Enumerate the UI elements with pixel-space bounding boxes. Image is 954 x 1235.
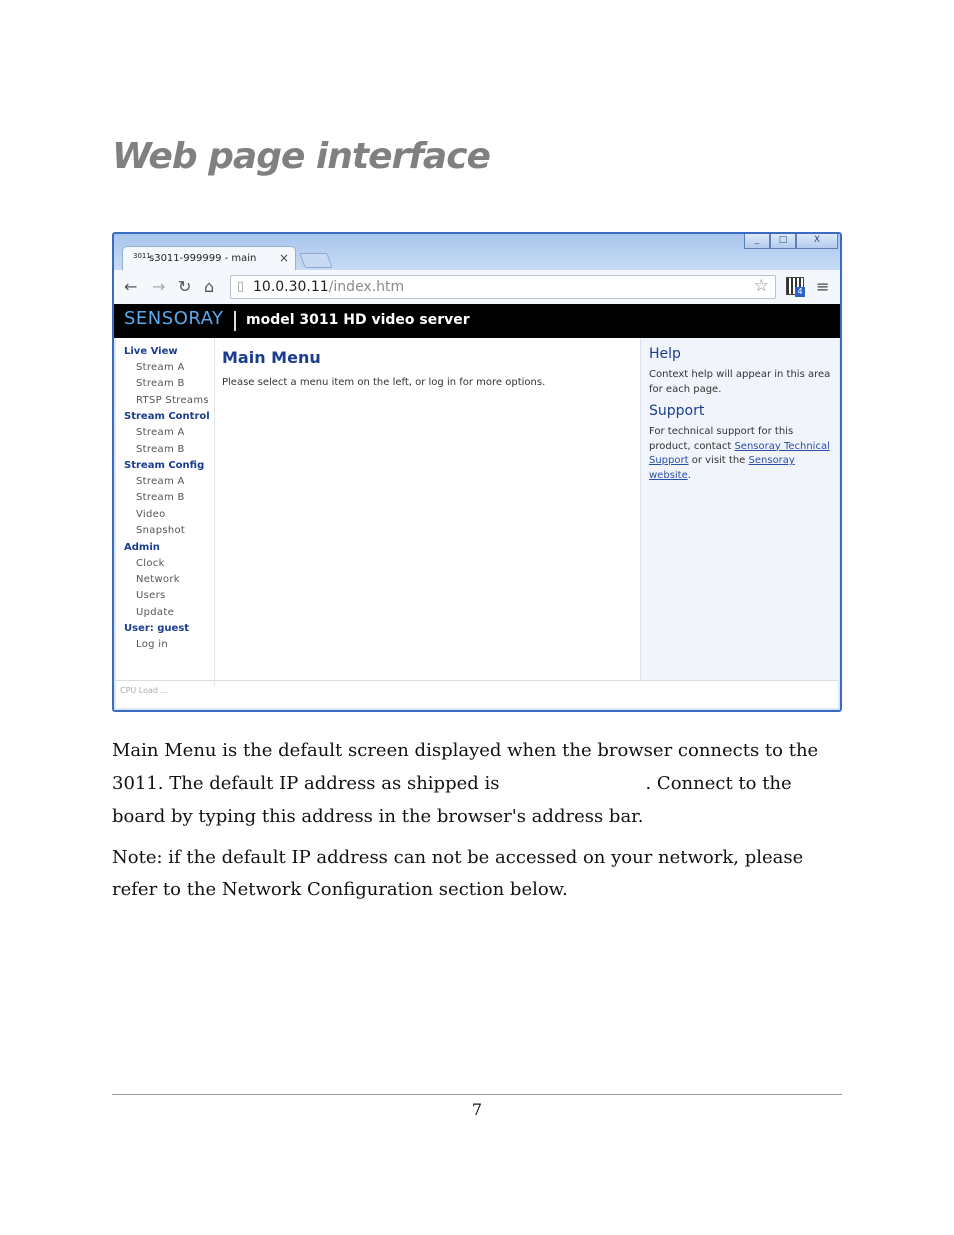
- paragraph-note: Note: if the default IP address can not be accessed on your network, please refer to the Network Configuration section below.: [112, 847, 804, 900]
- sidebar-item-users[interactable]: Users: [136, 590, 166, 602]
- sidebar-item-network[interactable]: Network: [136, 573, 180, 585]
- url-path: /index.htm: [328, 279, 405, 295]
- sidebar-item-live-stream-b[interactable]: Stream B: [136, 378, 185, 390]
- sidebar-menu: [116, 338, 215, 686]
- main-menu-title: Main Menu: [222, 348, 321, 367]
- url-host: 10.0.30.11: [253, 279, 329, 295]
- product-subtitle: model 3011 HD video server: [246, 312, 470, 328]
- brand-logo: SENSORAY: [124, 308, 224, 329]
- sidebar-group-admin[interactable]: Admin: [124, 541, 160, 553]
- app-header: [114, 304, 840, 338]
- sidebar-item-control-stream-a[interactable]: Stream A: [136, 427, 185, 439]
- sensoray-website-link[interactable]: Sensoray website: [649, 455, 795, 481]
- technical-support-link[interactable]: Sensoray Technical Support: [649, 440, 830, 466]
- cpu-load-status: CPU Load ...: [120, 686, 169, 695]
- sidebar-item-live-stream-a[interactable]: Stream A: [136, 362, 185, 373]
- page-number: 7: [471, 1100, 483, 1119]
- status-bar: [116, 680, 838, 709]
- paragraph1-part2: . Connect to the board by typing this address in the browser's address bar.: [112, 773, 792, 827]
- back-icon[interactable]: ←: [124, 277, 138, 296]
- tab-close-icon[interactable]: ×: [278, 251, 289, 265]
- tab-favicon-icon: 3011: [133, 252, 151, 260]
- sidebar-item-snapshot[interactable]: Snapshot: [136, 525, 186, 537]
- window-controls: [744, 234, 838, 249]
- sidebar-group-stream-config[interactable]: Stream Config: [124, 459, 205, 471]
- close-window-button[interactable]: X: [796, 234, 838, 249]
- minimize-button[interactable]: _: [744, 234, 770, 249]
- section-title: Web page interface: [112, 136, 490, 177]
- browser-tab[interactable]: [122, 246, 296, 271]
- sidebar-group-user: User: guest: [124, 623, 190, 635]
- sidebar-item-log-in[interactable]: Log in: [136, 639, 168, 651]
- window-titlebar: [114, 234, 840, 270]
- support-text-3: .: [687, 469, 691, 481]
- star-icon[interactable]: ☆: [753, 276, 769, 296]
- sidebar-group-stream-control[interactable]: Stream Control: [124, 411, 210, 423]
- reload-icon[interactable]: ↻: [178, 277, 192, 296]
- menu-icon[interactable]: ≡: [816, 277, 830, 296]
- support-text: [649, 425, 831, 483]
- sidebar-item-clock[interactable]: Clock: [136, 557, 165, 569]
- sidebar-item-video[interactable]: Video: [136, 508, 166, 520]
- support-title: Support: [649, 403, 705, 419]
- new-tab-button[interactable]: [299, 253, 332, 268]
- footer-rule: [112, 1094, 842, 1095]
- address-bar[interactable]: [230, 275, 776, 299]
- browser-screenshot: [112, 232, 842, 712]
- help-panel: [640, 338, 839, 680]
- forward-icon[interactable]: →: [152, 277, 166, 296]
- sidebar-item-config-stream-a[interactable]: Stream A: [136, 475, 185, 487]
- main-menu-text: Please select a menu item on the left, or log in for more options.: [222, 377, 546, 388]
- sidebar-item-update[interactable]: Update: [136, 606, 175, 618]
- tab-title: s3011-999999 - main: [149, 253, 257, 264]
- paragraph-default-ip: [112, 734, 832, 833]
- sidebar-item-config-stream-b[interactable]: Stream B: [136, 492, 185, 504]
- header-divider: [234, 311, 236, 331]
- help-title: Help: [649, 346, 681, 362]
- home-icon[interactable]: ⌂: [204, 277, 215, 296]
- help-text: Context help will appear in this area for each page.: [649, 369, 831, 395]
- paragraph1-part1: Main Menu is the default screen displayed when the browser connects to the 3011. The default IP address as shipped is: [112, 740, 819, 794]
- support-text-1: For technical support for this product, contact: [649, 426, 794, 452]
- web-page: [116, 338, 838, 708]
- sidebar-group-live-view[interactable]: Live View: [124, 346, 178, 357]
- sidebar-item-control-stream-b[interactable]: Stream B: [136, 443, 185, 455]
- browser-toolbar: [114, 270, 840, 305]
- maximize-button[interactable]: □: [770, 234, 796, 249]
- extension-badge: 4: [795, 287, 805, 297]
- main-content: [222, 348, 640, 388]
- support-text-2: or visit the: [691, 455, 746, 466]
- url-text: [253, 279, 404, 295]
- sidebar-item-rtsp-streams[interactable]: RTSP Streams: [136, 394, 209, 406]
- page-icon: ▯: [237, 279, 245, 294]
